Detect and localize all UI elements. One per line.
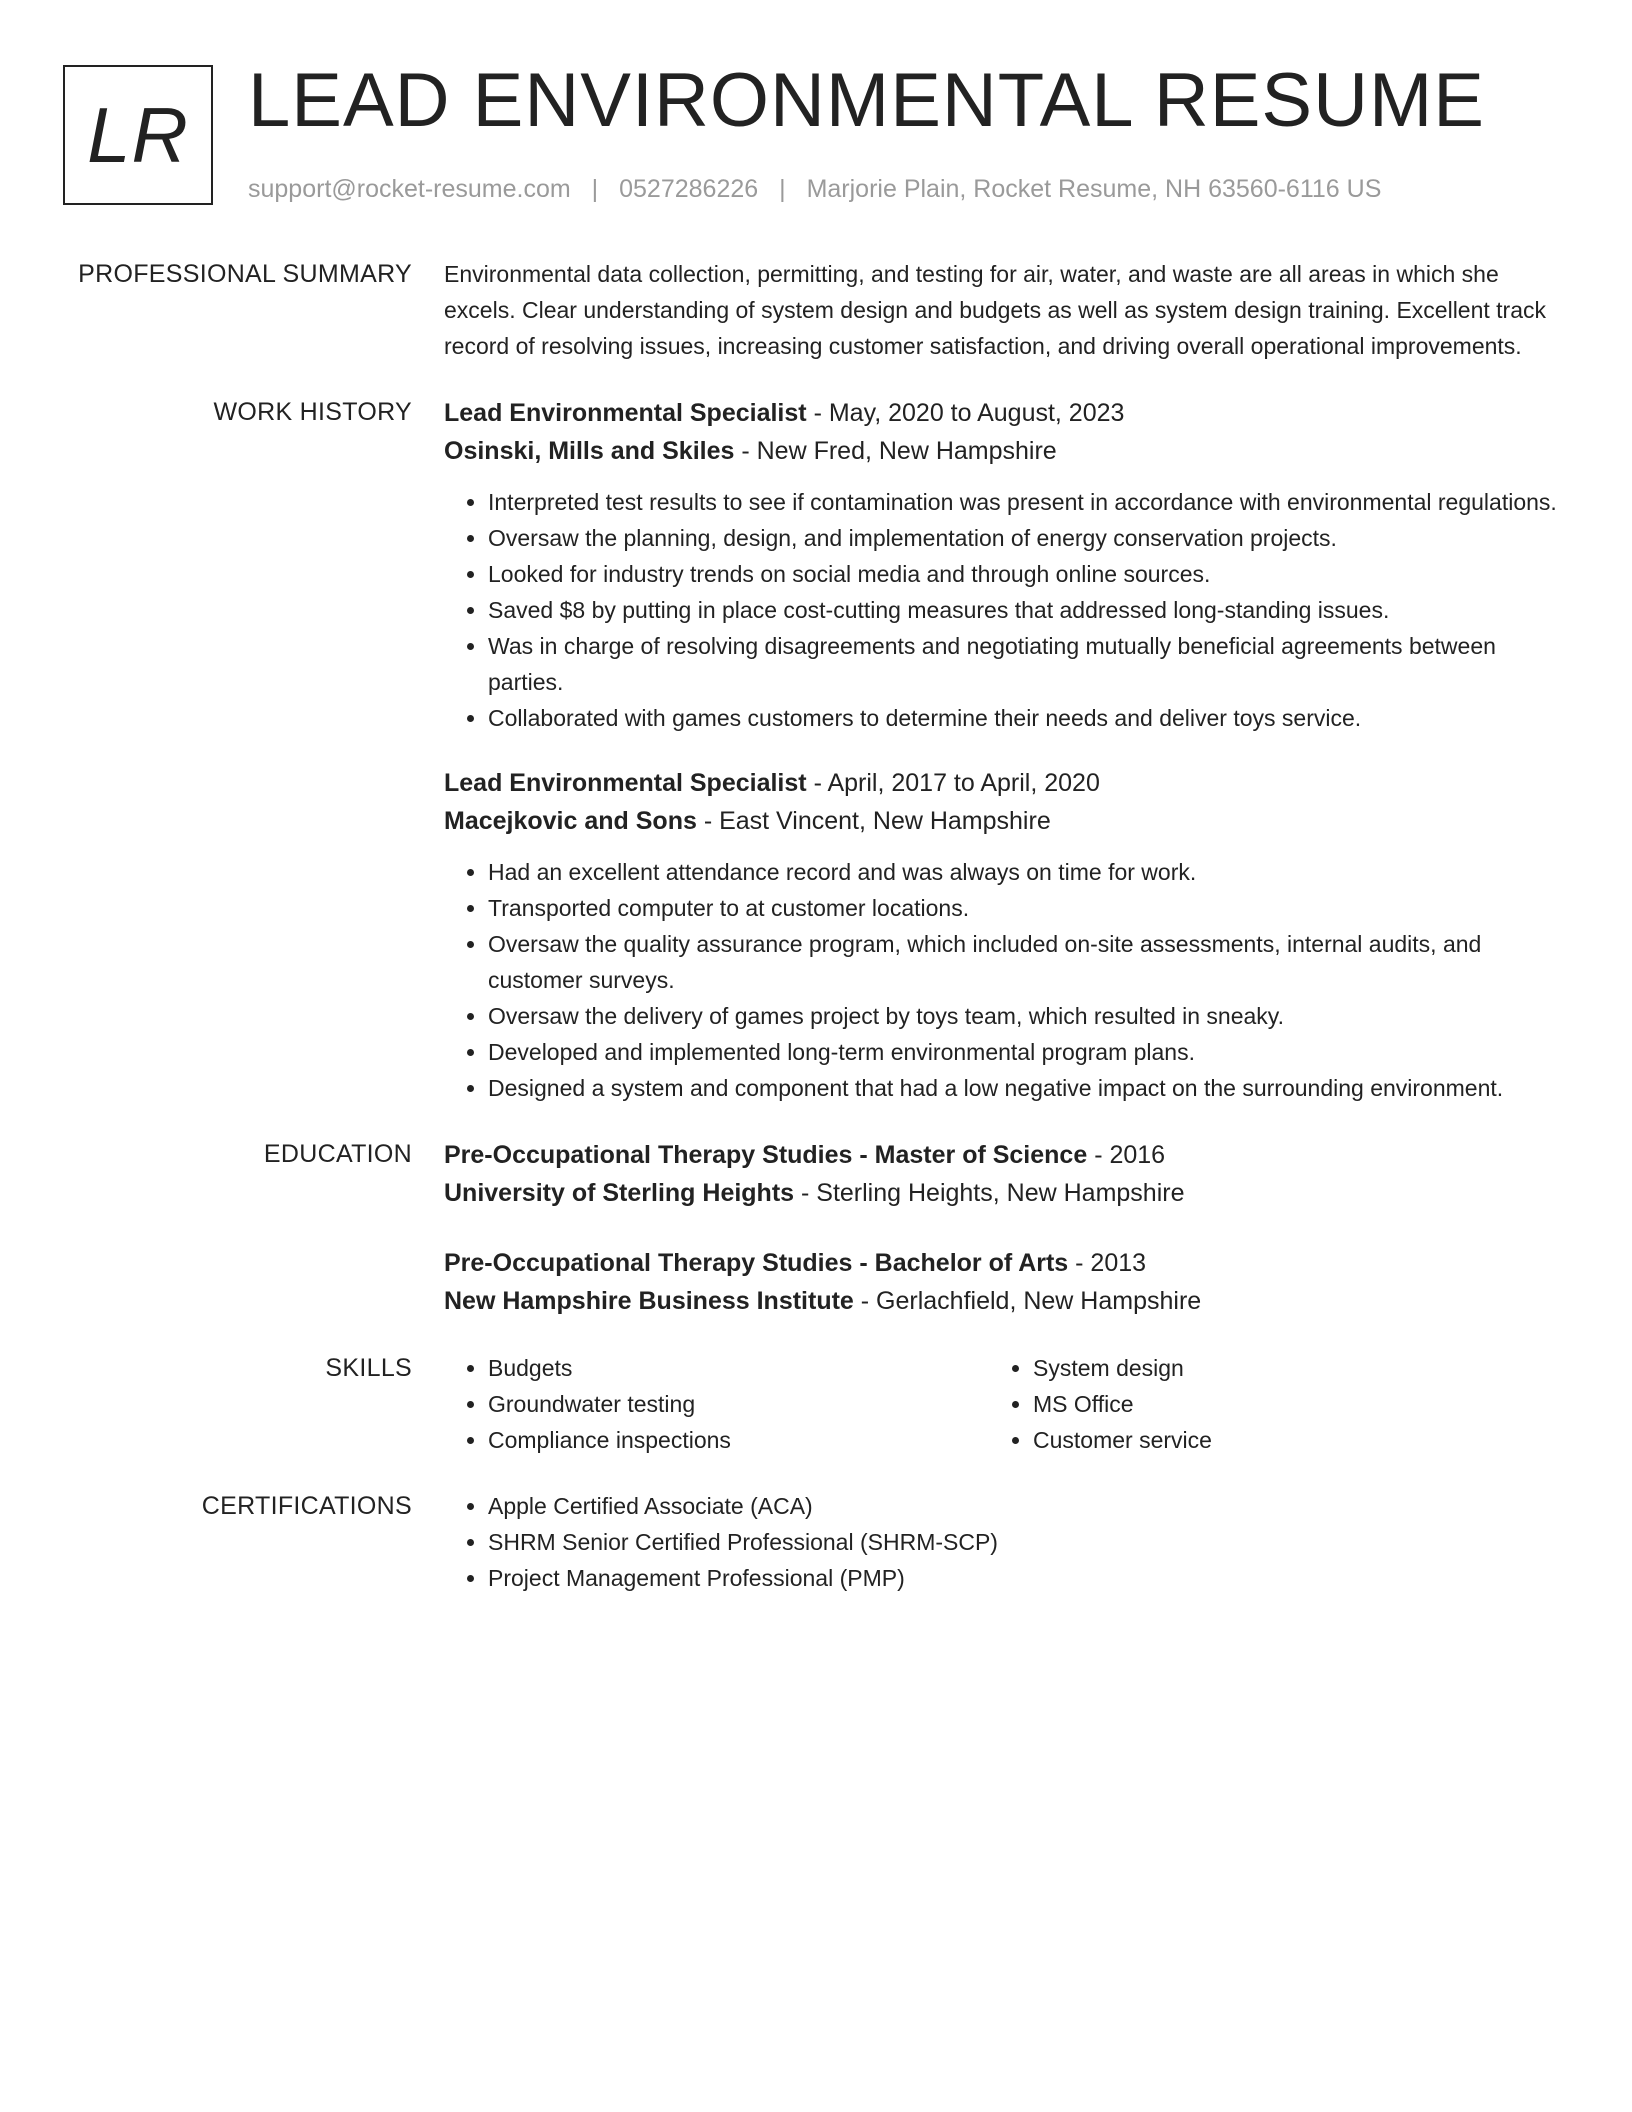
skills-column-right — [989, 1350, 1534, 1458]
list-item: • Saved $8 by putting in place cost-cutting measures that addressed long-standing issues. — [488, 592, 1564, 628]
list-item: • Was in charge of resolving disagreements and negotiating mutually beneficial agreements between parties. — [488, 628, 1564, 700]
list-item: • Groundwater testing — [488, 1386, 989, 1422]
section-body — [444, 256, 1564, 364]
section-body — [444, 1350, 1564, 1458]
job-company: Osinski, Mills and Skiles — [444, 437, 735, 465]
list-item: • Oversaw the planning, design, and implementation of energy conservation projects. — [488, 520, 1564, 556]
education-degree-line — [444, 1136, 1564, 1174]
list-item: • Transported computer to at customer locations. — [488, 890, 1564, 926]
job-location: - East Vincent, New Hampshire — [696, 807, 1051, 835]
education-entry — [444, 1244, 1564, 1320]
job-entry — [444, 764, 1564, 1106]
job-bullets — [444, 854, 1564, 1106]
job-company: Macejkovic and Sons — [444, 807, 697, 835]
education-year: - 2016 — [1087, 1141, 1166, 1169]
job-title: Lead Environmental Specialist — [444, 399, 807, 427]
list-item: • SHRM Senior Certified Professional (SHRM-SCP) — [488, 1524, 1564, 1560]
list-item: • Compliance inspections — [488, 1422, 989, 1458]
list-item: • Looked for industry trends on social media and through online sources. — [488, 556, 1564, 592]
contact-separator: | — [779, 175, 786, 203]
section-body — [444, 1488, 1564, 1596]
list-item: • Oversaw the delivery of games project by toys team, which resulted in sneaky. — [488, 998, 1564, 1034]
education-degree-line — [444, 1244, 1564, 1282]
section-certifications — [0, 1488, 1632, 1596]
job-entry — [444, 394, 1564, 736]
list-item: • Project Management Professional (PMP) — [488, 1560, 1564, 1596]
list-item: • Developed and implemented long-term environmental program plans. — [488, 1034, 1564, 1070]
job-title: Lead Environmental Specialist — [444, 769, 807, 797]
job-location: - New Fred, New Hampshire — [734, 437, 1057, 465]
list-item: • MS Office — [1033, 1386, 1534, 1422]
list-item: • System design — [1033, 1350, 1534, 1386]
education-entry — [444, 1136, 1564, 1212]
section-label: PROFESSIONAL SUMMARY — [78, 260, 412, 288]
list-item: • Budgets — [488, 1350, 989, 1386]
contact-email[interactable]: support@rocket-resume.com — [248, 175, 571, 203]
education-degree: Pre-Occupational Therapy Studies - Master of Science — [444, 1141, 1088, 1169]
job-dates: - May, 2020 to August, 2023 — [806, 399, 1125, 427]
section-label: EDUCATION — [263, 1140, 412, 1168]
list-item: • Customer service — [1033, 1422, 1534, 1458]
section-body — [444, 1136, 1564, 1320]
education-school-line — [444, 1174, 1564, 1212]
list-item: • Had an excellent attendance record and was always on time for work. — [488, 854, 1564, 890]
list-item: • Apple Certified Associate (ACA) — [488, 1488, 1564, 1524]
job-title-line — [444, 764, 1564, 802]
list-item: • Designed a system and component that had a low negative impact on the surrounding environment. — [488, 1070, 1564, 1106]
contact-address: Marjorie Plain, Rocket Resume, NH 63560-6116 US — [806, 175, 1382, 203]
education-degree: Pre-Occupational Therapy Studies - Bachelor of Arts — [444, 1249, 1069, 1277]
section-professional-summary — [0, 256, 1632, 364]
section-education — [0, 1136, 1632, 1320]
job-dates: - April, 2017 to April, 2020 — [806, 769, 1100, 797]
section-label: CERTIFICATIONS — [201, 1492, 412, 1520]
education-school: New Hampshire Business Institute — [444, 1287, 854, 1315]
section-label: SKILLS — [325, 1354, 412, 1382]
education-location: - Gerlachfield, New Hampshire — [853, 1287, 1202, 1315]
section-body — [444, 394, 1564, 1106]
job-title-line — [444, 394, 1564, 432]
contact-phone[interactable]: 0527286226 — [619, 175, 759, 203]
list-item: • Interpreted test results to see if contamination was present in accordance with environmental regulations. — [488, 484, 1564, 520]
contact-separator: | — [591, 175, 599, 203]
contact-line — [248, 172, 1381, 206]
section-work-history — [0, 394, 1632, 1106]
skills-column-left — [444, 1350, 989, 1458]
monogram-logo: LR — [63, 65, 213, 205]
job-company-line — [444, 802, 1564, 840]
skills-grid — [444, 1350, 1564, 1458]
list-item: • Collaborated with games customers to determine their needs and deliver toys service. — [488, 700, 1564, 736]
education-school-line — [444, 1282, 1564, 1320]
section-label: WORK HISTORY — [213, 398, 412, 426]
job-company-line — [444, 432, 1564, 470]
certification-list — [444, 1488, 1564, 1596]
resume-title: LEAD ENVIRONMENTAL RESUME — [248, 58, 1485, 143]
job-bullets — [444, 484, 1564, 736]
education-school: University of Sterling Heights — [444, 1179, 795, 1207]
education-year: - 2013 — [1068, 1249, 1147, 1277]
list-item: • Oversaw the quality assurance program, which included on-site assessments, internal audits, and customer surveys. — [488, 926, 1564, 998]
education-location: - Sterling Heights, New Hampshire — [794, 1179, 1185, 1207]
summary-text: Environmental data collection, permitting, and testing for air, water, and waste are all areas in which she excels. Clear understanding of system design and budgets as well as system design training. Excellent track record of resolving issues, increasing customer satisfaction, and driving overall operational improvements. — [444, 261, 1547, 359]
section-skills — [0, 1350, 1632, 1458]
resume-sections — [0, 256, 1632, 1626]
